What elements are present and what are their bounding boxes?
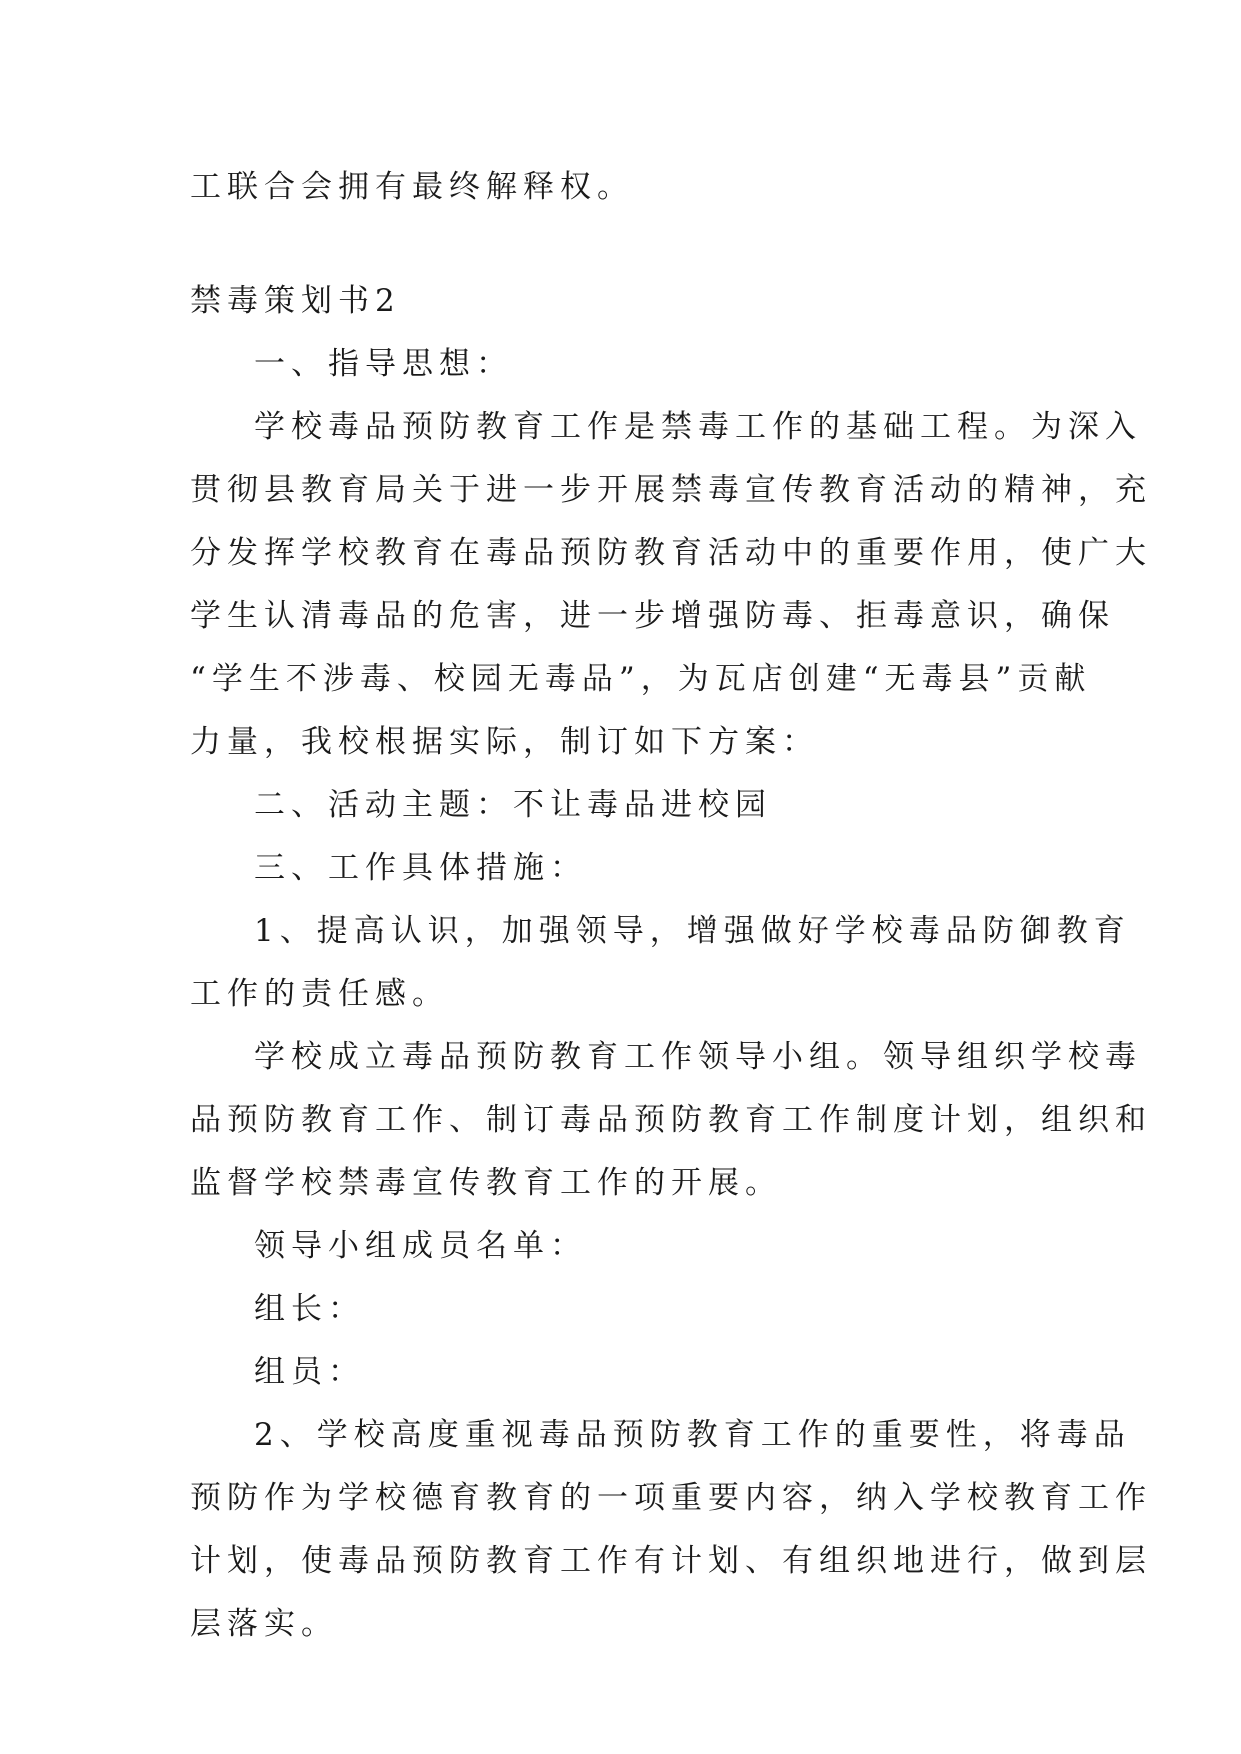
paragraph-line: 工作的责任感。 [190,976,449,1012]
paragraph-line: 学校毒品预防教育工作是禁毒工作的基础工程。为深入 [254,409,1142,445]
paragraph-line: 预防作为学校德育教育的一项重要内容，纳入学校教育工作 [190,1480,1152,1516]
paragraph-line: 贯彻县教育局关于进一步开展禁毒宣传教育活动的精神，充 [190,472,1152,508]
paragraph-line: 力量，我校根据实际，制订如下方案： [190,724,819,760]
paragraph [190,1278,1070,1341]
paragraph-line: 层落实。 [190,1606,338,1642]
paragraph-line: 学生认清毒品的危害，进一步增强防毒、拒毒意识，确保 [190,598,1115,634]
paragraph-line: 2、学校高度重视毒品预防教育工作的重要性，将毒品 [254,1417,1131,1453]
document-page [190,156,1152,1656]
paragraph [190,1404,1152,1656]
section-title: 禁毒策划书2 [190,283,401,319]
paragraph-line: 计划，使毒品预防教育工作有计划、有组织地进行，做到层 [190,1543,1152,1579]
paragraph-line: 三、工作具体措施： [254,850,587,886]
paragraph-line: 品预防教育工作、制订毒品预防教育工作制度计划，组织和 [190,1102,1152,1138]
paragraph [190,1341,1070,1404]
paragraph-line: 组员： [254,1354,365,1390]
paragraph [190,837,1070,900]
paragraph [190,333,1070,396]
paragraph [190,774,1070,837]
paragraph-line: 1、提高认识，加强领导，增强做好学校毒品防御教育 [254,913,1131,949]
paragraph [190,1026,1152,1215]
carryover-text: 工联合会拥有最终解释权。 [190,169,634,205]
paragraph [190,396,1152,774]
paragraph-line: 组长： [254,1291,365,1327]
paragraph [190,900,1131,1026]
paragraph-line: 领导小组成员名单： [254,1228,587,1264]
paragraph-line: 二、活动主题：不让毒品进校园 [254,787,772,823]
paragraph-line: 分发挥学校教育在毒品预防教育活动中的重要作用，使广大 [190,535,1152,571]
paragraph-line: 学校成立毒品预防教育工作领导小组。领导组织学校毒 [254,1039,1142,1075]
paragraph-line: “学生不涉毒、校园无毒品”，为瓦店创建“无毒县”贡献 [190,661,1092,697]
paragraph-line: 监督学校禁毒宣传教育工作的开展。 [190,1165,782,1201]
paragraph-line: 一、指导思想： [254,346,513,382]
paragraph [190,1215,1070,1278]
